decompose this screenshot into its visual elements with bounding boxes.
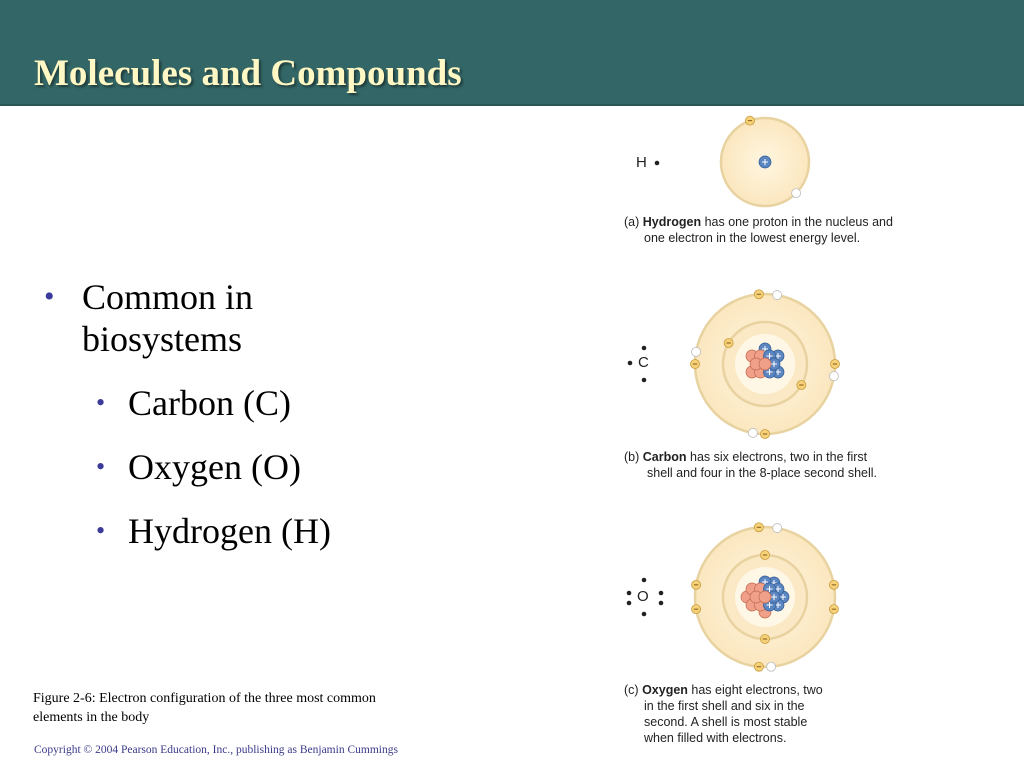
bullet-hydrogen: • Hydrogen (H)	[40, 510, 460, 552]
empty-electron-slot	[773, 291, 782, 300]
lewis-dot	[659, 601, 664, 606]
oxygen-caption-label: (c)	[624, 683, 639, 697]
lewis-dot	[642, 578, 647, 583]
neutron	[759, 591, 771, 603]
empty-electron-slot	[829, 372, 838, 381]
oxygen-caption-line3: second. A shell is most stable	[644, 715, 808, 729]
lewis-dot	[655, 161, 660, 166]
hydrogen-caption-name: Hydrogen	[642, 215, 702, 229]
bullet-list	[40, 276, 460, 552]
bullet-oxygen: • Oxygen (O)	[40, 446, 460, 488]
slide-title: Molecules and Compounds	[34, 53, 462, 94]
carbon-caption-line2: shell and four in the 8-place second shell.	[647, 466, 878, 480]
carbon-atom	[628, 290, 840, 439]
lewis-dot	[627, 591, 632, 596]
carbon-caption-name: Carbon	[642, 450, 687, 464]
electron-configuration-figure	[600, 112, 980, 752]
oxygen-caption	[624, 682, 924, 746]
hydrogen-caption-rest: has one proton in the nucleus and	[704, 215, 893, 229]
hydrogen-caption	[624, 214, 924, 246]
lewis-dot	[628, 361, 633, 366]
bullet-main: • Common in biosystems	[40, 276, 382, 360]
hydrogen-symbol: H	[636, 154, 647, 171]
title-bar	[0, 0, 1024, 106]
neutron	[759, 358, 771, 370]
empty-electron-slot	[767, 662, 776, 671]
oxygen-caption-rest: has eight electrons, two	[691, 683, 823, 697]
empty-electron-slot	[773, 524, 782, 533]
figure-caption: Figure 2-6: Electron configuration of the three most common elements in the body	[33, 691, 376, 725]
carbon-caption-label: (b)	[624, 450, 640, 464]
copyright-notice: Copyright © 2004 Pearson Education, Inc., publishing as Benjamin Cummings	[34, 744, 398, 756]
atom-diagrams	[600, 112, 980, 752]
oxygen-atom	[627, 523, 839, 671]
carbon-symbol: C	[638, 354, 649, 371]
lewis-dot	[642, 378, 647, 383]
hydrogen-caption-line2: one electron in the lowest energy level.	[644, 231, 861, 245]
hydrogen-atom	[655, 116, 809, 206]
lewis-dot	[659, 591, 664, 596]
lewis-dot	[627, 601, 632, 606]
lewis-dot	[642, 346, 647, 351]
oxygen-caption-name: Oxygen	[642, 683, 688, 697]
oxygen-caption-line4: when filled with electrons.	[644, 731, 787, 745]
empty-electron-slot	[748, 428, 757, 437]
lewis-dot	[642, 612, 647, 617]
carbon-caption-rest: has six electrons, two in the first	[690, 450, 868, 464]
carbon-caption	[624, 449, 924, 481]
hydrogen-caption-label: (a)	[624, 215, 640, 229]
oxygen-symbol: O	[637, 588, 649, 605]
oxygen-caption-line2: in the first shell and six in the	[644, 699, 805, 713]
empty-electron-slot	[792, 189, 801, 198]
empty-electron-slot	[692, 347, 701, 356]
bullet-carbon: • Carbon (C)	[40, 382, 460, 424]
